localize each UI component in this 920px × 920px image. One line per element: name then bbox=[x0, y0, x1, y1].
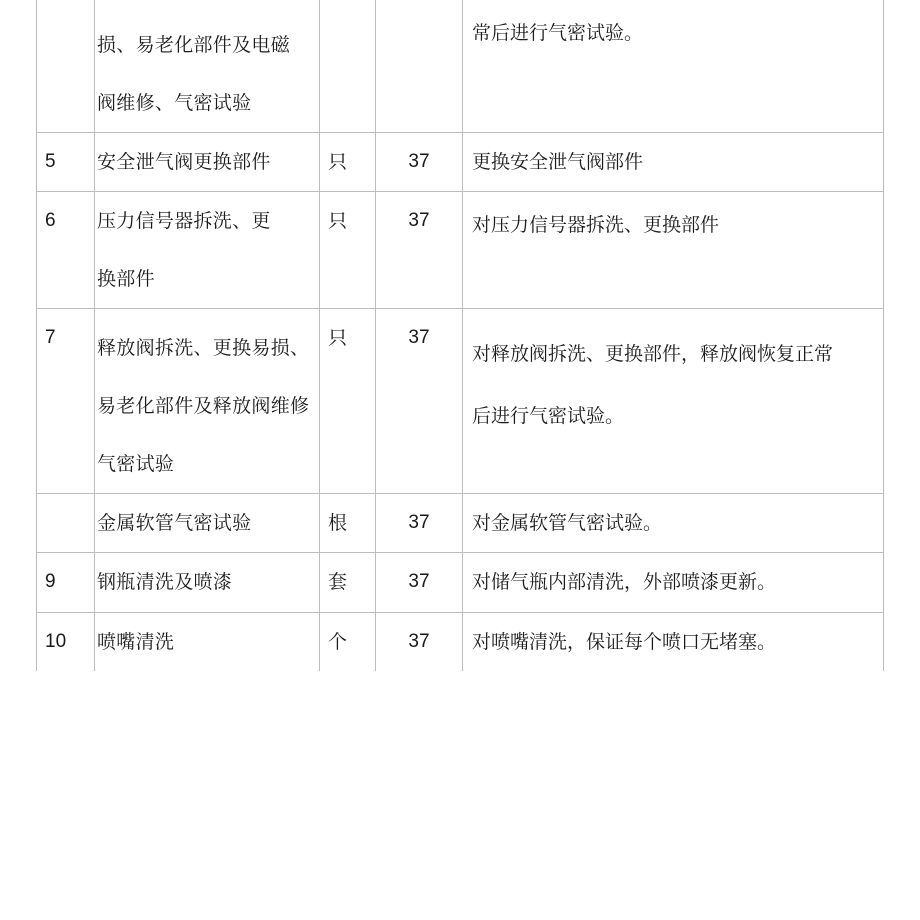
item-cell: 释放阀拆洗、更换易损、 易老化部件及释放阀维修 气密试验 bbox=[95, 309, 320, 494]
item-cell: 钢瓶清洗及喷漆 bbox=[95, 553, 320, 613]
description-cell: 对喷嘴清洗，保证每个喷口无堵塞。 bbox=[463, 613, 884, 672]
unit-cell: 只 bbox=[320, 309, 376, 494]
unit-cell: 只 bbox=[320, 192, 376, 309]
table-row bbox=[37, 133, 884, 192]
quantity-cell: 37 bbox=[376, 133, 463, 192]
item-cell: 损、易老化部件及电磁 阀维修、气密试验 bbox=[95, 0, 320, 133]
table-row bbox=[37, 494, 884, 553]
description-cell: 更换安全泄气阀部件 bbox=[463, 133, 884, 192]
description-cell: 对储气瓶内部清洗，外部喷漆更新。 bbox=[463, 553, 884, 613]
quantity-cell bbox=[376, 0, 463, 133]
row-number-cell: 9 bbox=[37, 553, 95, 613]
unit-cell: 只 bbox=[320, 133, 376, 192]
description-cell: 对金属软管气密试验。 bbox=[463, 494, 884, 553]
description-cell: 常后进行气密试验。 bbox=[463, 0, 884, 133]
table-row bbox=[37, 309, 884, 494]
quantity-cell: 37 bbox=[376, 309, 463, 494]
item-cell: 喷嘴清洗 bbox=[95, 613, 320, 672]
row-number-cell: 6 bbox=[37, 192, 95, 309]
row-number-cell: 7 bbox=[37, 309, 95, 494]
row-number-cell: 10 bbox=[37, 613, 95, 672]
item-cell: 安全泄气阀更换部件 bbox=[95, 133, 320, 192]
quantity-cell: 37 bbox=[376, 494, 463, 553]
table-row bbox=[37, 613, 884, 672]
table-row bbox=[37, 192, 884, 309]
unit-cell: 根 bbox=[320, 494, 376, 553]
item-cell: 金属软管气密试验 bbox=[95, 494, 320, 553]
table-row bbox=[37, 553, 884, 613]
unit-cell bbox=[320, 0, 376, 133]
table-row bbox=[37, 0, 884, 133]
unit-cell: 套 bbox=[320, 553, 376, 613]
description-cell: 对压力信号器拆洗、更换部件 bbox=[463, 192, 884, 309]
quantity-cell: 37 bbox=[376, 192, 463, 309]
description-cell: 对释放阀拆洗、更换部件，释放阀恢复正常 后进行气密试验。 bbox=[463, 309, 884, 494]
item-cell: 压力信号器拆洗、更 换部件 bbox=[95, 192, 320, 309]
quantity-cell: 37 bbox=[376, 553, 463, 613]
unit-cell: 个 bbox=[320, 613, 376, 672]
maintenance-items-table bbox=[36, 0, 884, 671]
row-number-cell: 5 bbox=[37, 133, 95, 192]
row-number-cell bbox=[37, 0, 95, 133]
quantity-cell: 37 bbox=[376, 613, 463, 672]
row-number-cell bbox=[37, 494, 95, 553]
